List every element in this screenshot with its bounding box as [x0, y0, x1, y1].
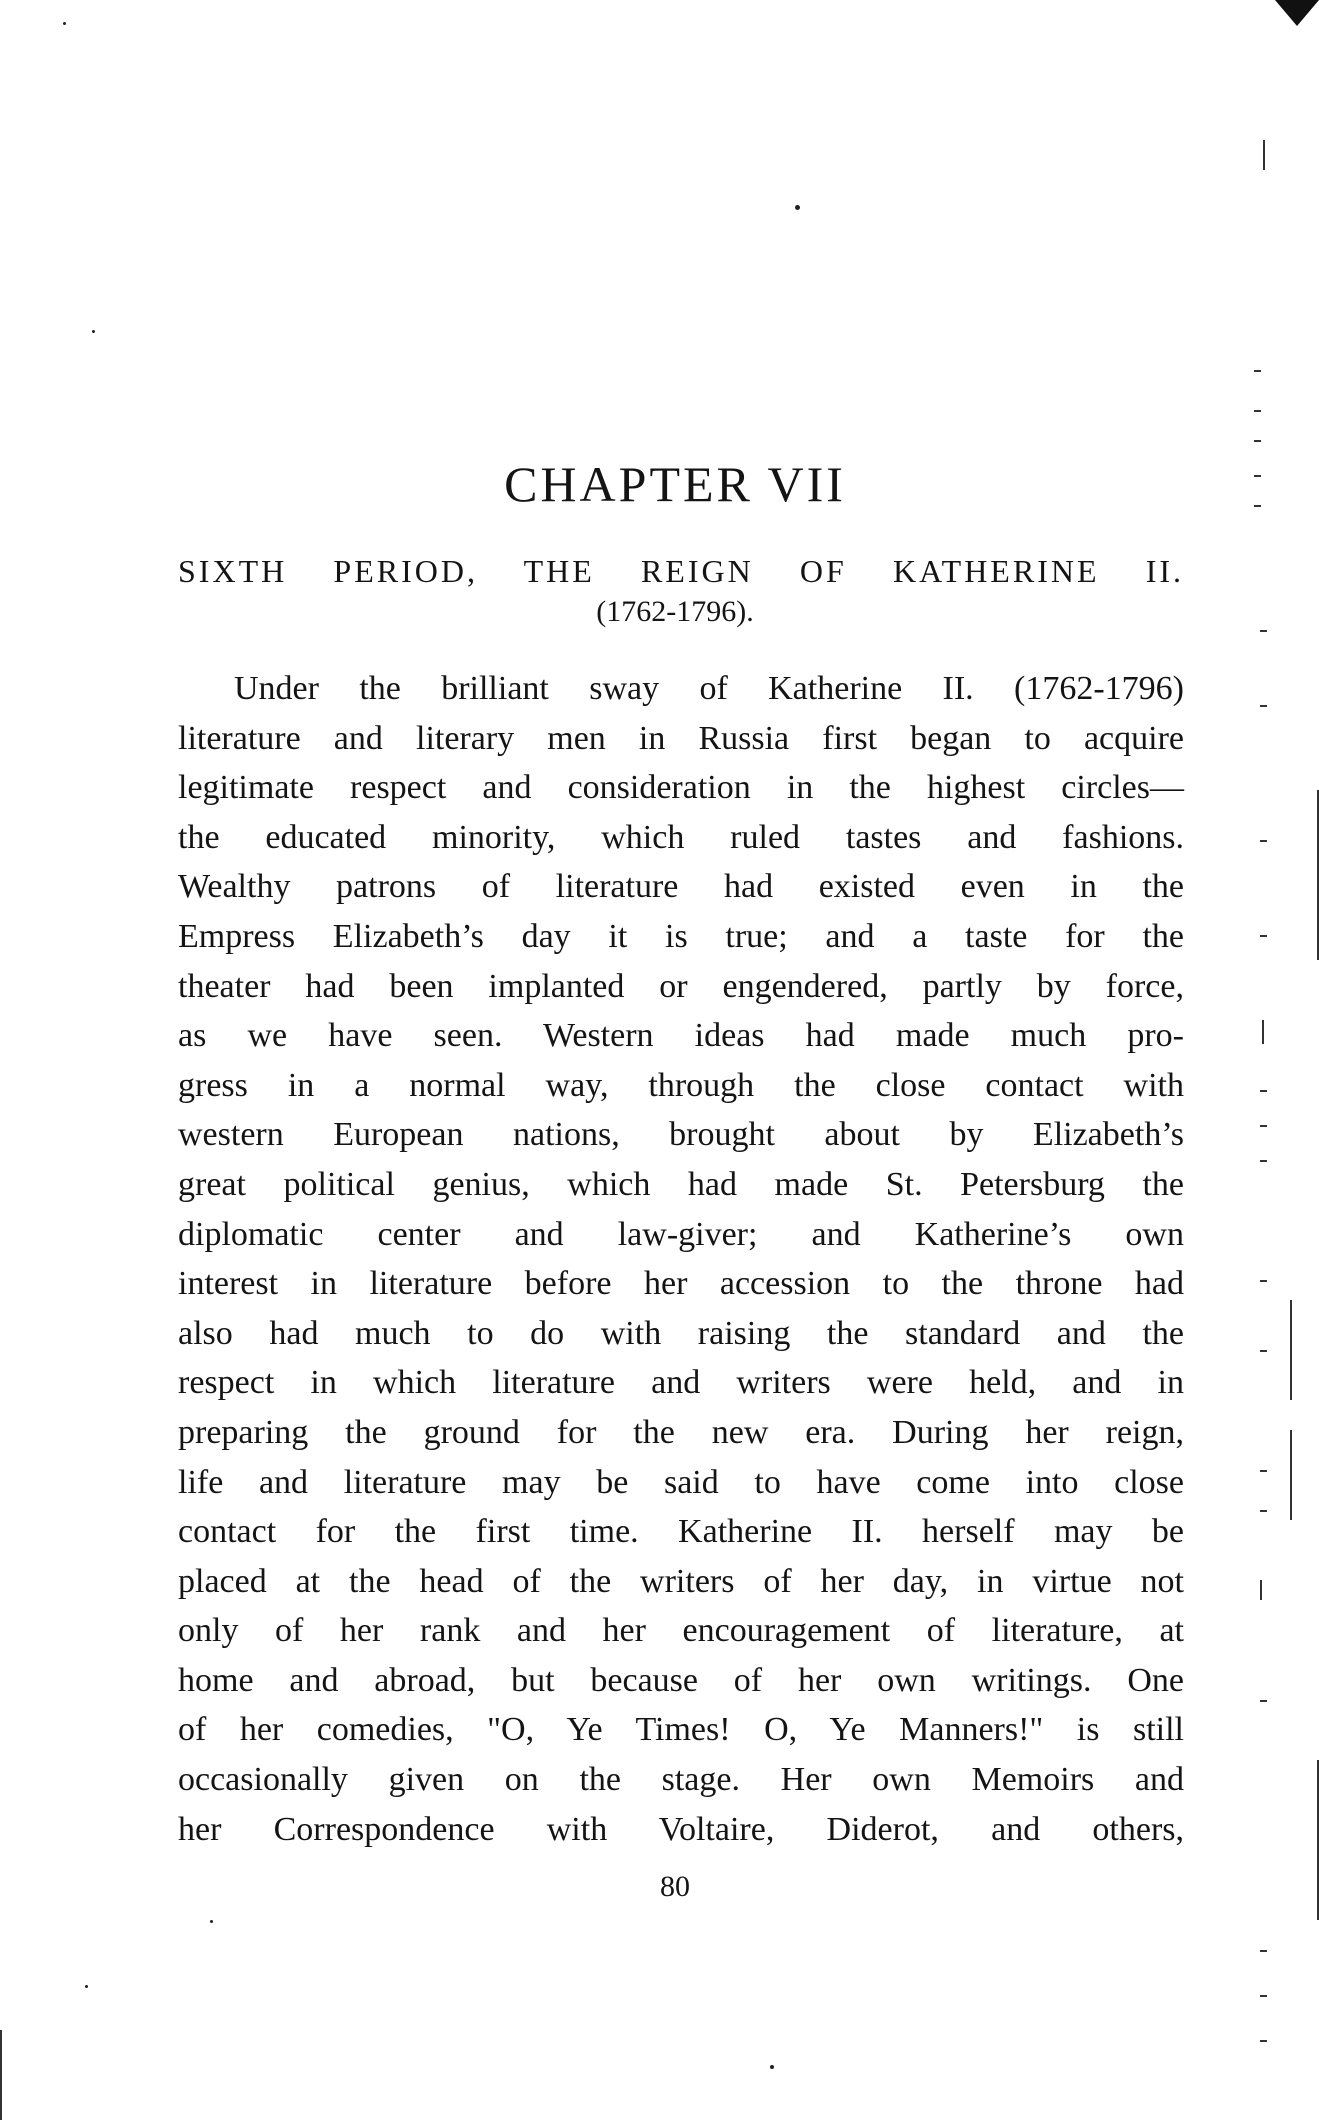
margin-mark: [1260, 1995, 1267, 1997]
text-line: diplomatic center and law-giver; and Katherine’s own: [178, 1215, 1184, 1253]
margin-mark: [1260, 840, 1267, 842]
margin-mark: [0, 2030, 2, 2120]
margin-mark: [1254, 505, 1261, 507]
scan-speck: [795, 205, 800, 210]
text-line: placed at the head of the writers of her day, in virtue not: [178, 1562, 1184, 1600]
margin-mark: [1260, 2040, 1267, 2042]
margin-mark: [1290, 1430, 1292, 1520]
margin-mark: [1260, 1950, 1267, 1952]
text-line: occasionally given on the stage. Her own Memoirs and: [178, 1761, 1184, 1799]
text-line: respect in which literature and writers were held, and in: [178, 1364, 1184, 1402]
margin-mark: [1254, 370, 1261, 372]
text-line: theater had been implanted or engendered, partly by force,: [178, 967, 1184, 1005]
chapter-title: CHAPTER VII: [504, 456, 846, 512]
margin-mark: [1263, 140, 1265, 170]
text-line: the educated minority, which ruled tastes and fashions.: [178, 818, 1184, 856]
text-line: preparing the ground for the new era. During her reign,: [178, 1413, 1184, 1451]
page-number: 80: [660, 1870, 690, 1903]
scan-speck: [770, 2065, 774, 2069]
margin-mark: [1260, 1510, 1267, 1512]
margin-mark: [1260, 1160, 1267, 1162]
margin-mark: [1260, 1125, 1267, 1127]
margin-mark: [1260, 1700, 1267, 1702]
text-line: legitimate respect and consideration in the highest circles—: [178, 769, 1184, 807]
text-line: gress in a normal way, through the close contact with: [178, 1066, 1184, 1104]
page-corner-mark: [1275, 0, 1319, 26]
margin-mark: [1254, 440, 1261, 442]
text-line: contact for the first time. Katherine II. herself may be: [178, 1513, 1184, 1551]
text-line: western European nations, brought about by Elizabeth’s: [178, 1116, 1184, 1154]
text-line: home and abroad, but because of her own writings. One: [178, 1661, 1184, 1699]
scan-speck: [210, 1920, 213, 1923]
text-line: of her comedies, "O, Ye Times! O, Ye Manners!" is still: [178, 1711, 1184, 1749]
text-line: Under the brilliant sway of Katherine II. (1762-1796): [234, 670, 1184, 707]
margin-mark: [1290, 1300, 1292, 1400]
scan-speck: [63, 22, 66, 25]
margin-mark: [1260, 1090, 1267, 1092]
text-line: Empress Elizabeth’s day it is true; and a taste for the: [178, 917, 1184, 955]
text-line: interest in literature before her accession to the throne had: [178, 1265, 1184, 1303]
margin-mark: [1262, 1020, 1264, 1044]
scan-speck: [85, 1985, 88, 1988]
text-line: Wealthy patrons of literature had existed even in the: [178, 868, 1184, 906]
text-line: only of her rank and her encouragement of literature, at: [178, 1612, 1184, 1650]
text-line: life and literature may be said to have come into close: [178, 1463, 1184, 1501]
text-line: also had much to do with raising the standard and the: [178, 1314, 1184, 1352]
section-dates: (1762-1796).: [596, 595, 754, 628]
margin-mark: [1260, 1580, 1262, 1600]
margin-mark: [1260, 1350, 1267, 1352]
margin-mark: [1260, 1280, 1267, 1282]
margin-mark: [1254, 410, 1261, 412]
text-line: literature and literary men in Russia first began to acquire: [178, 719, 1184, 757]
margin-mark: [1254, 475, 1261, 477]
margin-mark: [1260, 630, 1267, 632]
text-line: as we have seen. Western ideas had made much pro-: [178, 1017, 1184, 1055]
scan-speck: [92, 330, 95, 333]
section-title: SIXTH PERIOD, THE REIGN OF KATHERINE II.: [178, 553, 1184, 589]
margin-mark: [1260, 935, 1267, 937]
text-line: her Correspondence with Voltaire, Diderot, and others,: [178, 1810, 1184, 1848]
margin-mark: [1260, 1470, 1267, 1472]
body-text: [178, 664, 1184, 1854]
margin-mark: [1260, 705, 1267, 707]
text-line: great political genius, which had made St. Petersburg the: [178, 1165, 1184, 1203]
